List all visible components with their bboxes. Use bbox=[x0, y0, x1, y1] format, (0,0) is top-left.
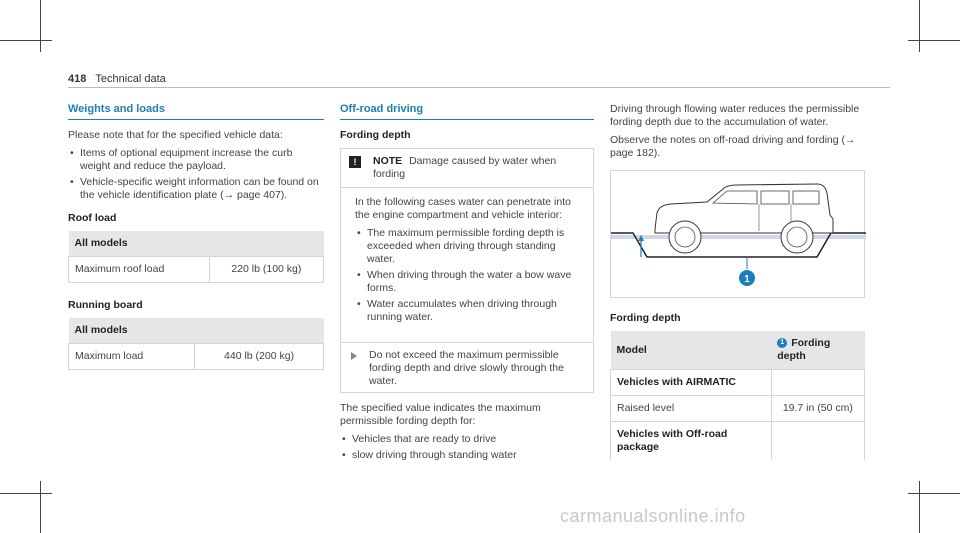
note-list bbox=[355, 227, 585, 324]
table-cell: 19.7 in (50 cm) bbox=[771, 396, 864, 422]
fording-figure bbox=[610, 170, 865, 298]
table-row bbox=[611, 370, 865, 396]
table-header-label: Fording depth bbox=[777, 337, 831, 362]
header-rule bbox=[68, 87, 890, 88]
heading-fording-table: Fording depth bbox=[610, 312, 681, 324]
table-row bbox=[69, 257, 324, 283]
table-cell: Maximum roof load bbox=[69, 257, 210, 283]
note-box bbox=[340, 148, 594, 393]
crop-mark bbox=[919, 481, 920, 533]
heading-fording-depth: Fording depth bbox=[340, 129, 411, 141]
suv-fording-illustration bbox=[611, 171, 866, 299]
flowing-water-text: Driving through flowing water reduces the permissible fording depth due to the accumulation of water. bbox=[610, 103, 860, 128]
column-fording bbox=[610, 103, 865, 460]
note-title-text: Damage caused by water when fording bbox=[373, 155, 557, 180]
table-cell bbox=[771, 370, 864, 396]
list-item: • Items of optional equipment increase the curb weight and reduce the payload. bbox=[68, 147, 324, 173]
warning-icon: ! bbox=[349, 156, 361, 168]
table-cell: Raised level bbox=[611, 396, 772, 422]
crop-mark bbox=[0, 40, 52, 41]
crop-mark bbox=[919, 0, 920, 52]
table-cell: Vehicles with AIRMATIC bbox=[611, 370, 772, 396]
callout-badge: 1 bbox=[777, 338, 787, 348]
note-header bbox=[341, 149, 593, 188]
note-body bbox=[341, 188, 593, 338]
heading-weights: Weights and loads bbox=[68, 103, 324, 120]
table-cell: 440 lb (200 kg) bbox=[195, 344, 324, 370]
figure-callout: 1 bbox=[744, 274, 750, 285]
list-item: • Vehicles that are ready to drive bbox=[340, 433, 594, 446]
crop-mark bbox=[40, 481, 41, 533]
list-item: • slow driving through standing water bbox=[340, 449, 594, 462]
column-weights bbox=[68, 103, 324, 370]
table-row bbox=[611, 396, 865, 422]
table-header: All models bbox=[69, 318, 324, 344]
page-header bbox=[68, 73, 166, 85]
running-board-table bbox=[68, 318, 324, 370]
list-item: • Vehicle-specific weight information can be found on the vehicle identification plate (→ page 407). bbox=[68, 176, 324, 202]
fording-depth-table bbox=[610, 331, 865, 460]
crop-mark bbox=[0, 493, 52, 494]
note-action bbox=[341, 342, 593, 392]
page-number: 418 bbox=[68, 73, 87, 85]
list-item: • The maximum permissible fording depth is exceeded when driving through standing water. bbox=[355, 227, 585, 266]
table-cell: Vehicles with Off-road package bbox=[611, 422, 772, 461]
action-arrow-icon bbox=[351, 352, 357, 360]
note-intro: In the following cases water can penetrate into the engine compartment and vehicle interior: bbox=[355, 196, 571, 221]
table-row bbox=[69, 344, 324, 370]
column-offroad bbox=[340, 103, 594, 468]
table-header: Model bbox=[611, 331, 772, 370]
heading-running-board: Running board bbox=[68, 299, 143, 311]
table-header bbox=[771, 331, 864, 370]
fording-description: The specified value indicates the maximum permissible fording depth for: bbox=[340, 402, 541, 427]
list-item: • Water accumulates when driving through running water. bbox=[355, 298, 585, 324]
watermark: carmanualsonline.info bbox=[560, 506, 746, 526]
weights-list bbox=[68, 147, 324, 202]
weights-intro: Please note that for the specified vehicle data: bbox=[68, 129, 283, 141]
list-item: • When driving through the water a bow wave forms. bbox=[355, 269, 585, 295]
heading-offroad: Off-road driving bbox=[340, 103, 594, 120]
crop-mark bbox=[908, 493, 960, 494]
table-cell bbox=[771, 422, 864, 461]
roof-load-table bbox=[68, 231, 324, 283]
fording-list bbox=[340, 433, 594, 462]
section-title: Technical data bbox=[95, 73, 166, 85]
table-cell: 220 lb (100 kg) bbox=[209, 257, 323, 283]
table-cell: Maximum load bbox=[69, 344, 195, 370]
crop-mark bbox=[908, 40, 960, 41]
crop-mark bbox=[40, 0, 41, 52]
heading-roof-load: Roof load bbox=[68, 212, 117, 224]
note-title: NOTE bbox=[373, 155, 403, 167]
note-action-text: Do not exceed the maximum permissible fording depth and drive slowly through the water. bbox=[369, 349, 564, 387]
table-header: All models bbox=[69, 231, 324, 257]
observe-notes-text: Observe the notes on off-road driving and fording (→ page 182). bbox=[610, 134, 856, 159]
table-row bbox=[611, 422, 865, 461]
